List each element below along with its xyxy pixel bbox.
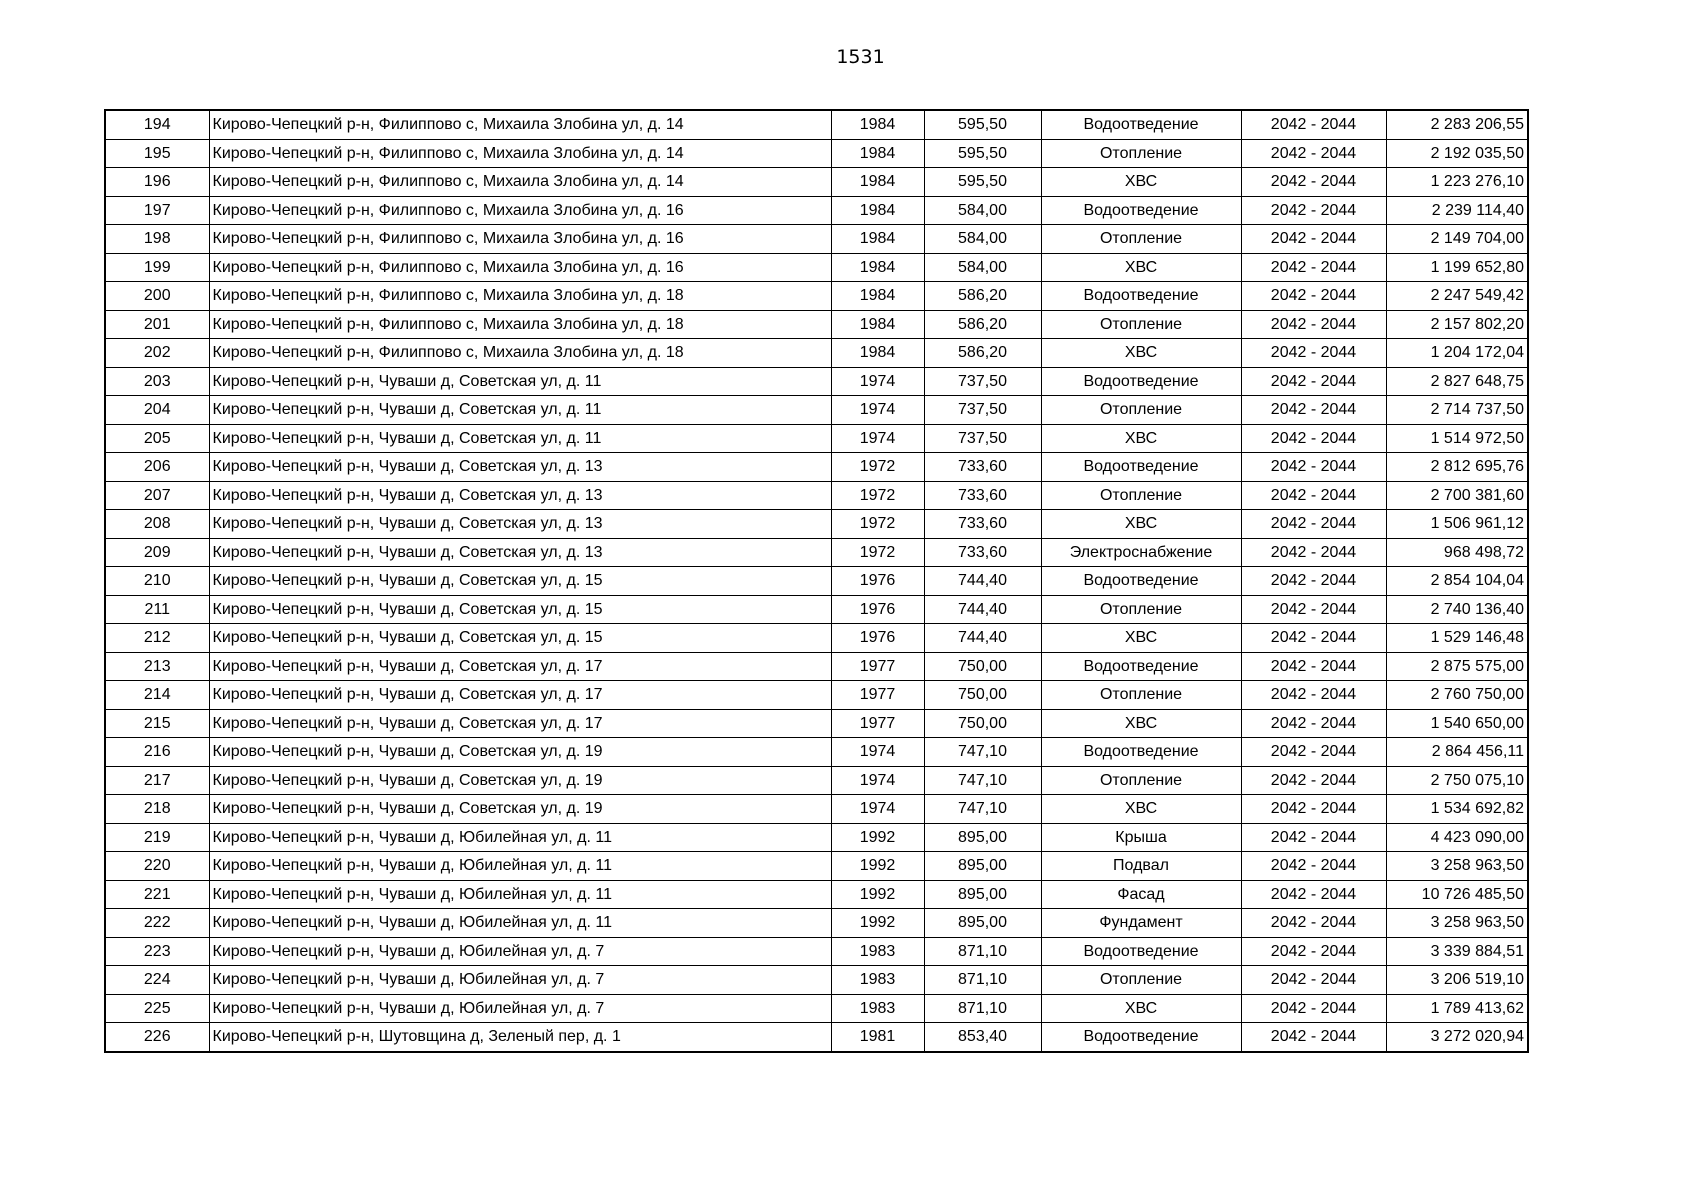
cost-cell: 2 149 704,00 — [1386, 225, 1528, 254]
work-type-cell: Подвал — [1041, 852, 1241, 881]
table-row — [105, 339, 1528, 368]
address-cell: Кирово-Чепецкий р-н, Филиппово с, Михаила Злобина ул, д. 14 — [209, 139, 831, 168]
area-cell: 895,00 — [924, 909, 1041, 938]
address-cell: Кирово-Чепецкий р-н, Чуваши д, Юбилейная ул, д. 7 — [209, 937, 831, 966]
work-type-cell: ХВС — [1041, 709, 1241, 738]
table-row — [105, 538, 1528, 567]
cost-cell: 2 700 381,60 — [1386, 481, 1528, 510]
address-cell: Кирово-Чепецкий р-н, Чуваши д, Советская ул, д. 17 — [209, 709, 831, 738]
work-type-cell: Отопление — [1041, 595, 1241, 624]
repair-schedule-table — [104, 109, 1529, 1053]
year-built-cell: 1984 — [831, 225, 924, 254]
year-built-cell: 1974 — [831, 396, 924, 425]
address-cell: Кирово-Чепецкий р-н, Чуваши д, Юбилейная ул, д. 11 — [209, 880, 831, 909]
year-built-cell: 1984 — [831, 253, 924, 282]
area-cell: 586,20 — [924, 282, 1041, 311]
area-cell: 750,00 — [924, 709, 1041, 738]
period-cell: 2042 - 2044 — [1241, 225, 1386, 254]
table-row — [105, 367, 1528, 396]
table-row — [105, 225, 1528, 254]
table-row — [105, 880, 1528, 909]
area-cell: 733,60 — [924, 453, 1041, 482]
period-cell: 2042 - 2044 — [1241, 196, 1386, 225]
area-cell: 744,40 — [924, 595, 1041, 624]
area-cell: 733,60 — [924, 510, 1041, 539]
cost-cell: 2 827 648,75 — [1386, 367, 1528, 396]
work-type-cell: Водоотведение — [1041, 110, 1241, 139]
area-cell: 895,00 — [924, 852, 1041, 881]
table-row — [105, 823, 1528, 852]
period-cell: 2042 - 2044 — [1241, 852, 1386, 881]
period-cell: 2042 - 2044 — [1241, 966, 1386, 995]
row-number-cell: 208 — [105, 510, 209, 539]
address-cell: Кирово-Чепецкий р-н, Чуваши д, Советская ул, д. 11 — [209, 424, 831, 453]
address-cell: Кирово-Чепецкий р-н, Чуваши д, Юбилейная ул, д. 11 — [209, 823, 831, 852]
row-number-cell: 211 — [105, 595, 209, 624]
period-cell: 2042 - 2044 — [1241, 1023, 1386, 1052]
table-row — [105, 282, 1528, 311]
address-cell: Кирово-Чепецкий р-н, Чуваши д, Советская ул, д. 11 — [209, 396, 831, 425]
table-row — [105, 624, 1528, 653]
cost-cell: 1 529 146,48 — [1386, 624, 1528, 653]
period-cell: 2042 - 2044 — [1241, 538, 1386, 567]
year-built-cell: 1984 — [831, 110, 924, 139]
table-row — [105, 909, 1528, 938]
row-number-cell: 224 — [105, 966, 209, 995]
cost-cell: 1 199 652,80 — [1386, 253, 1528, 282]
table-row — [105, 424, 1528, 453]
area-cell: 744,40 — [924, 624, 1041, 653]
area-cell: 895,00 — [924, 880, 1041, 909]
area-cell: 750,00 — [924, 652, 1041, 681]
year-built-cell: 1984 — [831, 282, 924, 311]
table-row — [105, 453, 1528, 482]
table-row — [105, 510, 1528, 539]
year-built-cell: 1972 — [831, 538, 924, 567]
year-built-cell: 1992 — [831, 880, 924, 909]
row-number-cell: 202 — [105, 339, 209, 368]
area-cell: 595,50 — [924, 110, 1041, 139]
area-cell: 871,10 — [924, 966, 1041, 995]
year-built-cell: 1992 — [831, 909, 924, 938]
address-cell: Кирово-Чепецкий р-н, Шутовщина д, Зеленый пер, д. 1 — [209, 1023, 831, 1052]
row-number-cell: 217 — [105, 766, 209, 795]
address-cell: Кирово-Чепецкий р-н, Чуваши д, Советская ул, д. 19 — [209, 795, 831, 824]
area-cell: 750,00 — [924, 681, 1041, 710]
cost-cell: 2 157 802,20 — [1386, 310, 1528, 339]
year-built-cell: 1974 — [831, 795, 924, 824]
cost-cell: 2 192 035,50 — [1386, 139, 1528, 168]
period-cell: 2042 - 2044 — [1241, 909, 1386, 938]
cost-cell: 3 272 020,94 — [1386, 1023, 1528, 1052]
cost-cell: 3 339 884,51 — [1386, 937, 1528, 966]
work-type-cell: ХВС — [1041, 624, 1241, 653]
cost-cell: 2 714 737,50 — [1386, 396, 1528, 425]
work-type-cell: ХВС — [1041, 795, 1241, 824]
cost-cell: 3 206 519,10 — [1386, 966, 1528, 995]
row-number-cell: 207 — [105, 481, 209, 510]
area-cell: 871,10 — [924, 994, 1041, 1023]
table-row — [105, 110, 1528, 139]
year-built-cell: 1992 — [831, 852, 924, 881]
period-cell: 2042 - 2044 — [1241, 396, 1386, 425]
year-built-cell: 1974 — [831, 766, 924, 795]
work-type-cell: Крыша — [1041, 823, 1241, 852]
area-cell: 747,10 — [924, 766, 1041, 795]
address-cell: Кирово-Чепецкий р-н, Чуваши д, Юбилейная ул, д. 7 — [209, 966, 831, 995]
cost-cell: 1 506 961,12 — [1386, 510, 1528, 539]
cost-cell: 2 875 575,00 — [1386, 652, 1528, 681]
period-cell: 2042 - 2044 — [1241, 139, 1386, 168]
area-cell: 737,50 — [924, 396, 1041, 425]
row-number-cell: 218 — [105, 795, 209, 824]
year-built-cell: 1977 — [831, 652, 924, 681]
year-built-cell: 1984 — [831, 310, 924, 339]
table-row — [105, 738, 1528, 767]
address-cell: Кирово-Чепецкий р-н, Чуваши д, Юбилейная ул, д. 11 — [209, 852, 831, 881]
cost-cell: 2 854 104,04 — [1386, 567, 1528, 596]
work-type-cell: ХВС — [1041, 510, 1241, 539]
row-number-cell: 215 — [105, 709, 209, 738]
cost-cell: 1 223 276,10 — [1386, 168, 1528, 197]
period-cell: 2042 - 2044 — [1241, 310, 1386, 339]
cost-cell: 2 239 114,40 — [1386, 196, 1528, 225]
year-built-cell: 1984 — [831, 139, 924, 168]
row-number-cell: 213 — [105, 652, 209, 681]
address-cell: Кирово-Чепецкий р-н, Филиппово с, Михаила Злобина ул, д. 18 — [209, 282, 831, 311]
address-cell: Кирово-Чепецкий р-н, Филиппово с, Михаила Злобина ул, д. 14 — [209, 168, 831, 197]
area-cell: 733,60 — [924, 481, 1041, 510]
work-type-cell: Отопление — [1041, 966, 1241, 995]
period-cell: 2042 - 2044 — [1241, 453, 1386, 482]
area-cell: 747,10 — [924, 795, 1041, 824]
row-number-cell: 205 — [105, 424, 209, 453]
row-number-cell: 209 — [105, 538, 209, 567]
table-row — [105, 681, 1528, 710]
row-number-cell: 195 — [105, 139, 209, 168]
work-type-cell: Отопление — [1041, 139, 1241, 168]
table-row — [105, 168, 1528, 197]
address-cell: Кирово-Чепецкий р-н, Чуваши д, Советская ул, д. 13 — [209, 453, 831, 482]
table-row — [105, 1023, 1528, 1052]
table-row — [105, 937, 1528, 966]
address-cell: Кирово-Чепецкий р-н, Филиппово с, Михаила Злобина ул, д. 16 — [209, 253, 831, 282]
address-cell: Кирово-Чепецкий р-н, Чуваши д, Советская ул, д. 13 — [209, 538, 831, 567]
period-cell: 2042 - 2044 — [1241, 880, 1386, 909]
work-type-cell: Водоотведение — [1041, 453, 1241, 482]
cost-cell: 2 812 695,76 — [1386, 453, 1528, 482]
address-cell: Кирово-Чепецкий р-н, Филиппово с, Михаила Злобина ул, д. 18 — [209, 339, 831, 368]
year-built-cell: 1972 — [831, 453, 924, 482]
period-cell: 2042 - 2044 — [1241, 481, 1386, 510]
area-cell: 895,00 — [924, 823, 1041, 852]
period-cell: 2042 - 2044 — [1241, 709, 1386, 738]
year-built-cell: 1976 — [831, 567, 924, 596]
period-cell: 2042 - 2044 — [1241, 567, 1386, 596]
address-cell: Кирово-Чепецкий р-н, Чуваши д, Советская ул, д. 17 — [209, 681, 831, 710]
year-built-cell: 1984 — [831, 196, 924, 225]
cost-cell: 2 283 206,55 — [1386, 110, 1528, 139]
address-cell: Кирово-Чепецкий р-н, Чуваши д, Советская ул, д. 13 — [209, 510, 831, 539]
work-type-cell: Отопление — [1041, 766, 1241, 795]
period-cell: 2042 - 2044 — [1241, 937, 1386, 966]
row-number-cell: 196 — [105, 168, 209, 197]
cost-cell: 2 247 549,42 — [1386, 282, 1528, 311]
cost-cell: 10 726 485,50 — [1386, 880, 1528, 909]
area-cell: 744,40 — [924, 567, 1041, 596]
row-number-cell: 212 — [105, 624, 209, 653]
address-cell: Кирово-Чепецкий р-н, Чуваши д, Советская ул, д. 19 — [209, 766, 831, 795]
address-cell: Кирово-Чепецкий р-н, Чуваши д, Юбилейная ул, д. 7 — [209, 994, 831, 1023]
address-cell: Кирово-Чепецкий р-н, Чуваши д, Советская ул, д. 17 — [209, 652, 831, 681]
row-number-cell: 197 — [105, 196, 209, 225]
work-type-cell: Фундамент — [1041, 909, 1241, 938]
year-built-cell: 1981 — [831, 1023, 924, 1052]
period-cell: 2042 - 2044 — [1241, 110, 1386, 139]
area-cell: 747,10 — [924, 738, 1041, 767]
period-cell: 2042 - 2044 — [1241, 823, 1386, 852]
row-number-cell: 203 — [105, 367, 209, 396]
year-built-cell: 1977 — [831, 709, 924, 738]
work-type-cell: Водоотведение — [1041, 282, 1241, 311]
table-row — [105, 310, 1528, 339]
work-type-cell: Отопление — [1041, 481, 1241, 510]
period-cell: 2042 - 2044 — [1241, 738, 1386, 767]
year-built-cell: 1983 — [831, 937, 924, 966]
area-cell: 584,00 — [924, 225, 1041, 254]
work-type-cell: Отопление — [1041, 396, 1241, 425]
work-type-cell: Водоотведение — [1041, 1023, 1241, 1052]
year-built-cell: 1972 — [831, 510, 924, 539]
work-type-cell: ХВС — [1041, 994, 1241, 1023]
page-number: 1531 — [836, 46, 885, 68]
area-cell: 595,50 — [924, 139, 1041, 168]
year-built-cell: 1992 — [831, 823, 924, 852]
address-cell: Кирово-Чепецкий р-н, Филиппово с, Михаила Злобина ул, д. 18 — [209, 310, 831, 339]
cost-cell: 2 750 075,10 — [1386, 766, 1528, 795]
period-cell: 2042 - 2044 — [1241, 652, 1386, 681]
work-type-cell: ХВС — [1041, 253, 1241, 282]
cost-cell: 3 258 963,50 — [1386, 909, 1528, 938]
period-cell: 2042 - 2044 — [1241, 168, 1386, 197]
year-built-cell: 1974 — [831, 738, 924, 767]
period-cell: 2042 - 2044 — [1241, 253, 1386, 282]
period-cell: 2042 - 2044 — [1241, 510, 1386, 539]
address-cell: Кирово-Чепецкий р-н, Чуваши д, Советская ул, д. 11 — [209, 367, 831, 396]
period-cell: 2042 - 2044 — [1241, 339, 1386, 368]
table-row — [105, 795, 1528, 824]
cost-cell: 2 740 136,40 — [1386, 595, 1528, 624]
work-type-cell: Отопление — [1041, 225, 1241, 254]
work-type-cell: Водоотведение — [1041, 567, 1241, 596]
year-built-cell: 1974 — [831, 367, 924, 396]
address-cell: Кирово-Чепецкий р-н, Филиппово с, Михаила Злобина ул, д. 16 — [209, 196, 831, 225]
area-cell: 584,00 — [924, 253, 1041, 282]
work-type-cell: Отопление — [1041, 310, 1241, 339]
work-type-cell: ХВС — [1041, 168, 1241, 197]
row-number-cell: 222 — [105, 909, 209, 938]
address-cell: Кирово-Чепецкий р-н, Чуваши д, Советская ул, д. 15 — [209, 624, 831, 653]
period-cell: 2042 - 2044 — [1241, 795, 1386, 824]
year-built-cell: 1984 — [831, 168, 924, 197]
row-number-cell: 219 — [105, 823, 209, 852]
table-row — [105, 595, 1528, 624]
work-type-cell: Фасад — [1041, 880, 1241, 909]
year-built-cell: 1977 — [831, 681, 924, 710]
period-cell: 2042 - 2044 — [1241, 994, 1386, 1023]
table-row — [105, 567, 1528, 596]
row-number-cell: 223 — [105, 937, 209, 966]
row-number-cell: 225 — [105, 994, 209, 1023]
row-number-cell: 221 — [105, 880, 209, 909]
row-number-cell: 194 — [105, 110, 209, 139]
table-row — [105, 852, 1528, 881]
period-cell: 2042 - 2044 — [1241, 424, 1386, 453]
work-type-cell: Водоотведение — [1041, 196, 1241, 225]
cost-cell: 3 258 963,50 — [1386, 852, 1528, 881]
row-number-cell: 216 — [105, 738, 209, 767]
table-row — [105, 196, 1528, 225]
period-cell: 2042 - 2044 — [1241, 766, 1386, 795]
row-number-cell: 214 — [105, 681, 209, 710]
cost-cell: 2 760 750,00 — [1386, 681, 1528, 710]
table-row — [105, 652, 1528, 681]
table-body — [105, 110, 1528, 1052]
table-row — [105, 766, 1528, 795]
area-cell: 586,20 — [924, 339, 1041, 368]
work-type-cell: Водоотведение — [1041, 652, 1241, 681]
year-built-cell: 1984 — [831, 339, 924, 368]
area-cell: 595,50 — [924, 168, 1041, 197]
row-number-cell: 226 — [105, 1023, 209, 1052]
period-cell: 2042 - 2044 — [1241, 595, 1386, 624]
work-type-cell: Водоотведение — [1041, 937, 1241, 966]
row-number-cell: 204 — [105, 396, 209, 425]
address-cell: Кирово-Чепецкий р-н, Чуваши д, Юбилейная ул, д. 11 — [209, 909, 831, 938]
year-built-cell: 1983 — [831, 994, 924, 1023]
period-cell: 2042 - 2044 — [1241, 367, 1386, 396]
cost-cell: 1 540 650,00 — [1386, 709, 1528, 738]
cost-cell: 1 534 692,82 — [1386, 795, 1528, 824]
address-cell: Кирово-Чепецкий р-н, Чуваши д, Советская ул, д. 15 — [209, 595, 831, 624]
address-cell: Кирово-Чепецкий р-н, Чуваши д, Советская ул, д. 15 — [209, 567, 831, 596]
row-number-cell: 198 — [105, 225, 209, 254]
row-number-cell: 206 — [105, 453, 209, 482]
row-number-cell: 220 — [105, 852, 209, 881]
table-row — [105, 253, 1528, 282]
area-cell: 737,50 — [924, 424, 1041, 453]
cost-cell: 2 864 456,11 — [1386, 738, 1528, 767]
address-cell: Кирово-Чепецкий р-н, Филиппово с, Михаила Злобина ул, д. 14 — [209, 110, 831, 139]
row-number-cell: 210 — [105, 567, 209, 596]
work-type-cell: Электроснабжение — [1041, 538, 1241, 567]
work-type-cell: Отопление — [1041, 681, 1241, 710]
year-built-cell: 1976 — [831, 624, 924, 653]
period-cell: 2042 - 2044 — [1241, 282, 1386, 311]
cost-cell: 1 789 413,62 — [1386, 994, 1528, 1023]
area-cell: 584,00 — [924, 196, 1041, 225]
area-cell: 586,20 — [924, 310, 1041, 339]
cost-cell: 1 204 172,04 — [1386, 339, 1528, 368]
area-cell: 871,10 — [924, 937, 1041, 966]
area-cell: 733,60 — [924, 538, 1041, 567]
table-row — [105, 139, 1528, 168]
address-cell: Кирово-Чепецкий р-н, Филиппово с, Михаила Злобина ул, д. 16 — [209, 225, 831, 254]
table-row — [105, 481, 1528, 510]
area-cell: 737,50 — [924, 367, 1041, 396]
year-built-cell: 1972 — [831, 481, 924, 510]
year-built-cell: 1976 — [831, 595, 924, 624]
period-cell: 2042 - 2044 — [1241, 624, 1386, 653]
work-type-cell: ХВС — [1041, 424, 1241, 453]
table-row — [105, 709, 1528, 738]
table-row — [105, 966, 1528, 995]
year-built-cell: 1983 — [831, 966, 924, 995]
cost-cell: 968 498,72 — [1386, 538, 1528, 567]
period-cell: 2042 - 2044 — [1241, 681, 1386, 710]
work-type-cell: Водоотведение — [1041, 367, 1241, 396]
work-type-cell: Водоотведение — [1041, 738, 1241, 767]
table-row — [105, 396, 1528, 425]
year-built-cell: 1974 — [831, 424, 924, 453]
address-cell: Кирово-Чепецкий р-н, Чуваши д, Советская ул, д. 13 — [209, 481, 831, 510]
table-row — [105, 994, 1528, 1023]
row-number-cell: 199 — [105, 253, 209, 282]
cost-cell: 1 514 972,50 — [1386, 424, 1528, 453]
work-type-cell: ХВС — [1041, 339, 1241, 368]
address-cell: Кирово-Чепецкий р-н, Чуваши д, Советская ул, д. 19 — [209, 738, 831, 767]
area-cell: 853,40 — [924, 1023, 1041, 1052]
cost-cell: 4 423 090,00 — [1386, 823, 1528, 852]
row-number-cell: 200 — [105, 282, 209, 311]
row-number-cell: 201 — [105, 310, 209, 339]
